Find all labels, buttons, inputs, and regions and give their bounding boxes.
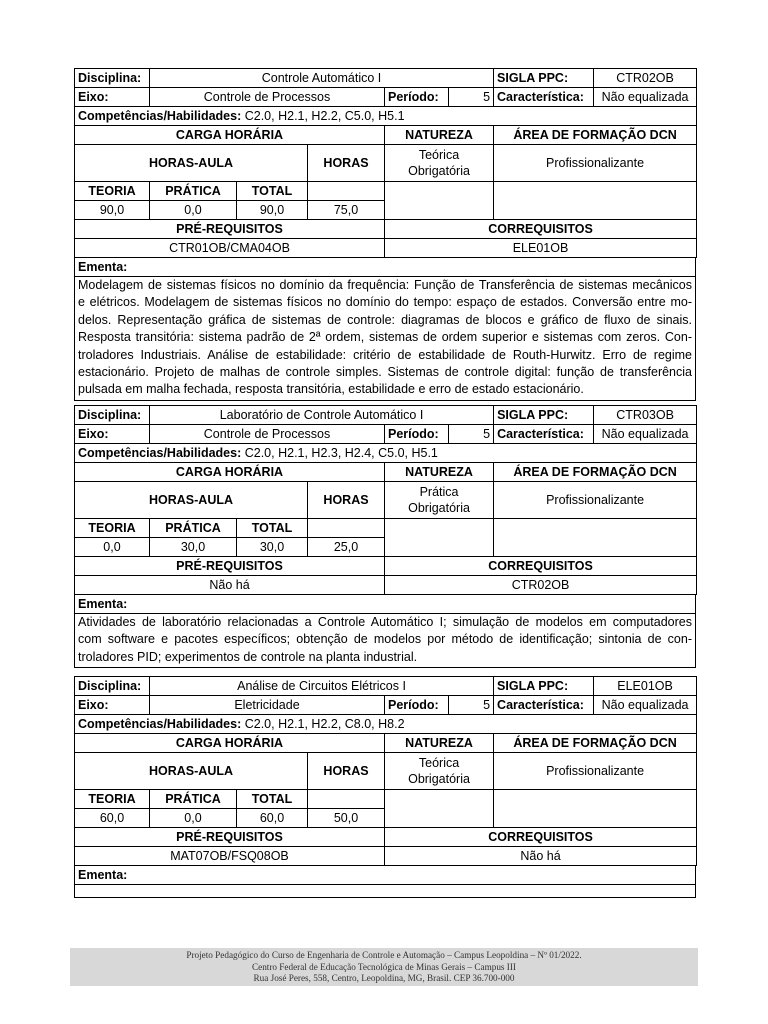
- label-sigla: SIGLA PPC:: [494, 69, 594, 88]
- header-area: ÁREA DE FORMAÇÃO DCN: [494, 463, 697, 482]
- course-block-analise-circuitos: [74, 676, 696, 898]
- header-correquisitos: CORREQUISITOS: [385, 220, 697, 239]
- header-carga-horaria: CARGA HORÁRIA: [75, 734, 385, 753]
- pratica-value: 0,0: [150, 809, 237, 828]
- header-horas: HORAS: [308, 753, 385, 790]
- label-sigla: SIGLA PPC:: [494, 677, 594, 696]
- area-value: Profissionalizante: [494, 145, 697, 182]
- label-ementa: Ementa:: [78, 260, 128, 274]
- label-eixo: Eixo:: [75, 696, 150, 715]
- disciplina-value: Laboratório de Controle Automático I: [150, 406, 494, 425]
- label-periodo: Período:: [385, 88, 449, 107]
- label-ementa: Ementa:: [78, 868, 128, 882]
- header-total: TOTAL: [237, 182, 308, 201]
- header-pre-requisitos: PRÉ-REQUISITOS: [75, 828, 385, 847]
- ementa-line: Resposta transitória: sistema padrão de 2ª ordem, sistemas de ordem superior e sistemas com zeros. Con-: [78, 330, 692, 345]
- natureza-tipo: Teórica: [418, 756, 460, 770]
- course-table: [74, 405, 697, 595]
- header-horas: HORAS: [308, 482, 385, 519]
- footer-line-1: Projeto Pedagógico do Curso de Engenharia de Controle e Automação – Campus Leopoldina – Nº 01/2022.: [186, 950, 582, 960]
- label-ementa: Ementa:: [78, 597, 128, 611]
- header-carga-horaria: CARGA HORÁRIA: [75, 126, 385, 145]
- ementa-text: [75, 276, 695, 400]
- total-value: 60,0: [237, 809, 308, 828]
- label-sigla: SIGLA PPC:: [494, 406, 594, 425]
- header-pratica: PRÁTICA: [150, 182, 237, 201]
- empty-cell: [308, 182, 385, 201]
- header-teoria: TEORIA: [75, 519, 150, 538]
- label-periodo: Período:: [385, 425, 449, 444]
- empty-cell: [308, 790, 385, 809]
- ementa-box: [74, 866, 696, 898]
- competencias-value: C2.0, H2.1, H2.3, H2.4, C5.0, H5.1: [244, 445, 438, 460]
- label-caracteristica: Característica:: [494, 696, 594, 715]
- ementa-line: estacionário. Projeto de malhas de controle simples. Sistemas de controle digital: função de transferência: [78, 365, 692, 380]
- header-natureza: NATUREZA: [385, 126, 494, 145]
- header-pre-requisitos: PRÉ-REQUISITOS: [75, 557, 385, 576]
- label-competencias: Competências/Habilidades:: [78, 716, 242, 731]
- competencias-value: C2.0, H2.1, H2.2, C5.0, H5.1: [244, 108, 405, 123]
- empty-natureza-cell: [385, 790, 494, 828]
- label-disciplina: Disciplina:: [75, 69, 150, 88]
- sigla-value: CTR02OB: [594, 69, 697, 88]
- natureza-obrigatoriedade: Obrigatória: [408, 772, 470, 786]
- label-eixo: Eixo:: [75, 88, 150, 107]
- label-disciplina: Disciplina:: [75, 406, 150, 425]
- natureza-obrigatoriedade: Obrigatória: [408, 164, 470, 178]
- page-footer: [70, 948, 698, 986]
- label-eixo: Eixo:: [75, 425, 150, 444]
- teoria-value: 0,0: [75, 538, 150, 557]
- total-value: 90,0: [237, 201, 308, 220]
- empty-cell: [308, 519, 385, 538]
- header-natureza: NATUREZA: [385, 734, 494, 753]
- course-table: [74, 68, 697, 258]
- header-pratica: PRÁTICA: [150, 519, 237, 538]
- ementa-line: troladores Industriais. Análise de estabilidade: critério de estabilidade de Routh-Hurwitz. Erro de regime: [78, 347, 692, 362]
- course-block-laboratorio-controle: [74, 405, 696, 668]
- horas-value: 25,0: [308, 538, 385, 557]
- ementa-line: pulsada em malha fechada, resposta transitória, estabilidade e erro de estado estacionário.: [78, 382, 584, 397]
- header-pratica: PRÁTICA: [150, 790, 237, 809]
- header-total: TOTAL: [237, 790, 308, 809]
- eixo-value: Eletricidade: [150, 696, 385, 715]
- teoria-value: 60,0: [75, 809, 150, 828]
- natureza-tipo: Teórica: [418, 148, 460, 162]
- area-value: Profissionalizante: [494, 753, 697, 790]
- ementa-line: troladores PID; experimentos de controle na planta industrial.: [78, 649, 418, 664]
- caracteristica-value: Não equalizada: [594, 88, 697, 107]
- course-block-controle-automatico: [74, 68, 696, 401]
- empty-natureza-cell: [385, 519, 494, 557]
- sigla-value: CTR03OB: [594, 406, 697, 425]
- header-teoria: TEORIA: [75, 790, 150, 809]
- pratica-value: 0,0: [150, 201, 237, 220]
- header-area: ÁREA DE FORMAÇÃO DCN: [494, 126, 697, 145]
- ementa-line: delos. Representação gráfica de sistemas de controle: diagramas de blocos e gráfico de fluxo de sinais.: [78, 312, 692, 327]
- empty-natureza-cell: [385, 182, 494, 220]
- header-correquisitos: CORREQUISITOS: [385, 828, 697, 847]
- pre-requisitos-value: MAT07OB/FSQ08OB: [75, 847, 385, 866]
- sigla-value: ELE01OB: [594, 677, 697, 696]
- ementa-line: com software e pacotes específicos; obtenção de modelos por método de identificação; sintonia de con-: [78, 632, 692, 647]
- disciplina-value: Controle Automático I: [150, 69, 494, 88]
- header-area: ÁREA DE FORMAÇÃO DCN: [494, 734, 697, 753]
- footer-line-3: Rua José Peres, 558, Centro, Leopoldina, MG, Brasil. CEP 36.700-000: [253, 973, 515, 983]
- header-horas: HORAS: [308, 145, 385, 182]
- label-disciplina: Disciplina:: [75, 677, 150, 696]
- label-caracteristica: Característica:: [494, 88, 594, 107]
- horas-value: 75,0: [308, 201, 385, 220]
- pre-requisitos-value: Não há: [75, 576, 385, 595]
- header-horas-aula: HORAS-AULA: [75, 753, 308, 790]
- eixo-value: Controle de Processos: [150, 88, 385, 107]
- ementa-line: e elétricos. Modelagem de sistemas físicos no domínio do tempo: espaço de estados. Conversão entre mo-: [78, 295, 692, 310]
- label-caracteristica: Característica:: [494, 425, 594, 444]
- header-natureza: NATUREZA: [385, 463, 494, 482]
- caracteristica-value: Não equalizada: [594, 425, 697, 444]
- header-carga-horaria: CARGA HORÁRIA: [75, 463, 385, 482]
- competencias-row: [75, 107, 697, 126]
- natureza-value: [385, 482, 494, 519]
- ementa-text: [75, 613, 695, 667]
- empty-area-cell: [494, 182, 697, 220]
- empty-area-cell: [494, 790, 697, 828]
- area-value: Profissionalizante: [494, 482, 697, 519]
- competencias-row: [75, 444, 697, 463]
- total-value: 30,0: [237, 538, 308, 557]
- eixo-value: Controle de Processos: [150, 425, 385, 444]
- label-competencias: Competências/Habilidades:: [78, 445, 242, 460]
- header-teoria: TEORIA: [75, 182, 150, 201]
- natureza-obrigatoriedade: Obrigatória: [408, 501, 470, 515]
- ementa-box: [74, 258, 696, 401]
- horas-value: 50,0: [308, 809, 385, 828]
- teoria-value: 90,0: [75, 201, 150, 220]
- ementa-line: Atividades de laboratório relacionadas a Controle Automático I; simulação de modelos em computadores: [78, 615, 692, 629]
- competencias-row: [75, 715, 697, 734]
- ementa-box: [74, 595, 696, 668]
- natureza-value: [385, 145, 494, 182]
- pre-requisitos-value: CTR01OB/CMA04OB: [75, 239, 385, 258]
- periodo-value: 5: [449, 425, 494, 444]
- correquisitos-value: Não há: [385, 847, 697, 866]
- periodo-value: 5: [449, 696, 494, 715]
- header-total: TOTAL: [237, 519, 308, 538]
- caracteristica-value: Não equalizada: [594, 696, 697, 715]
- empty-area-cell: [494, 519, 697, 557]
- header-correquisitos: CORREQUISITOS: [385, 557, 697, 576]
- ementa-line: Modelagem de sistemas físicos no domínio da frequência: Função de Transferência de sistemas mecânicos: [78, 278, 692, 292]
- competencias-value: C2.0, H2.1, H2.2, C8.0, H8.2: [244, 716, 405, 731]
- correquisitos-value: ELE01OB: [385, 239, 697, 258]
- periodo-value: 5: [449, 88, 494, 107]
- header-horas-aula: HORAS-AULA: [75, 145, 308, 182]
- disciplina-value: Análise de Circuitos Elétricos I: [150, 677, 494, 696]
- header-pre-requisitos: PRÉ-REQUISITOS: [75, 220, 385, 239]
- correquisitos-value: CTR02OB: [385, 576, 697, 595]
- course-table: [74, 676, 697, 866]
- ementa-text: [75, 884, 695, 897]
- pratica-value: 30,0: [150, 538, 237, 557]
- footer-line-2: Centro Federal de Educação Tecnológica de Minas Gerais – Campus III: [251, 961, 516, 972]
- label-competencias: Competências/Habilidades:: [78, 108, 242, 123]
- natureza-value: [385, 753, 494, 790]
- header-horas-aula: HORAS-AULA: [75, 482, 308, 519]
- natureza-tipo: Prática: [419, 485, 459, 499]
- label-periodo: Período:: [385, 696, 449, 715]
